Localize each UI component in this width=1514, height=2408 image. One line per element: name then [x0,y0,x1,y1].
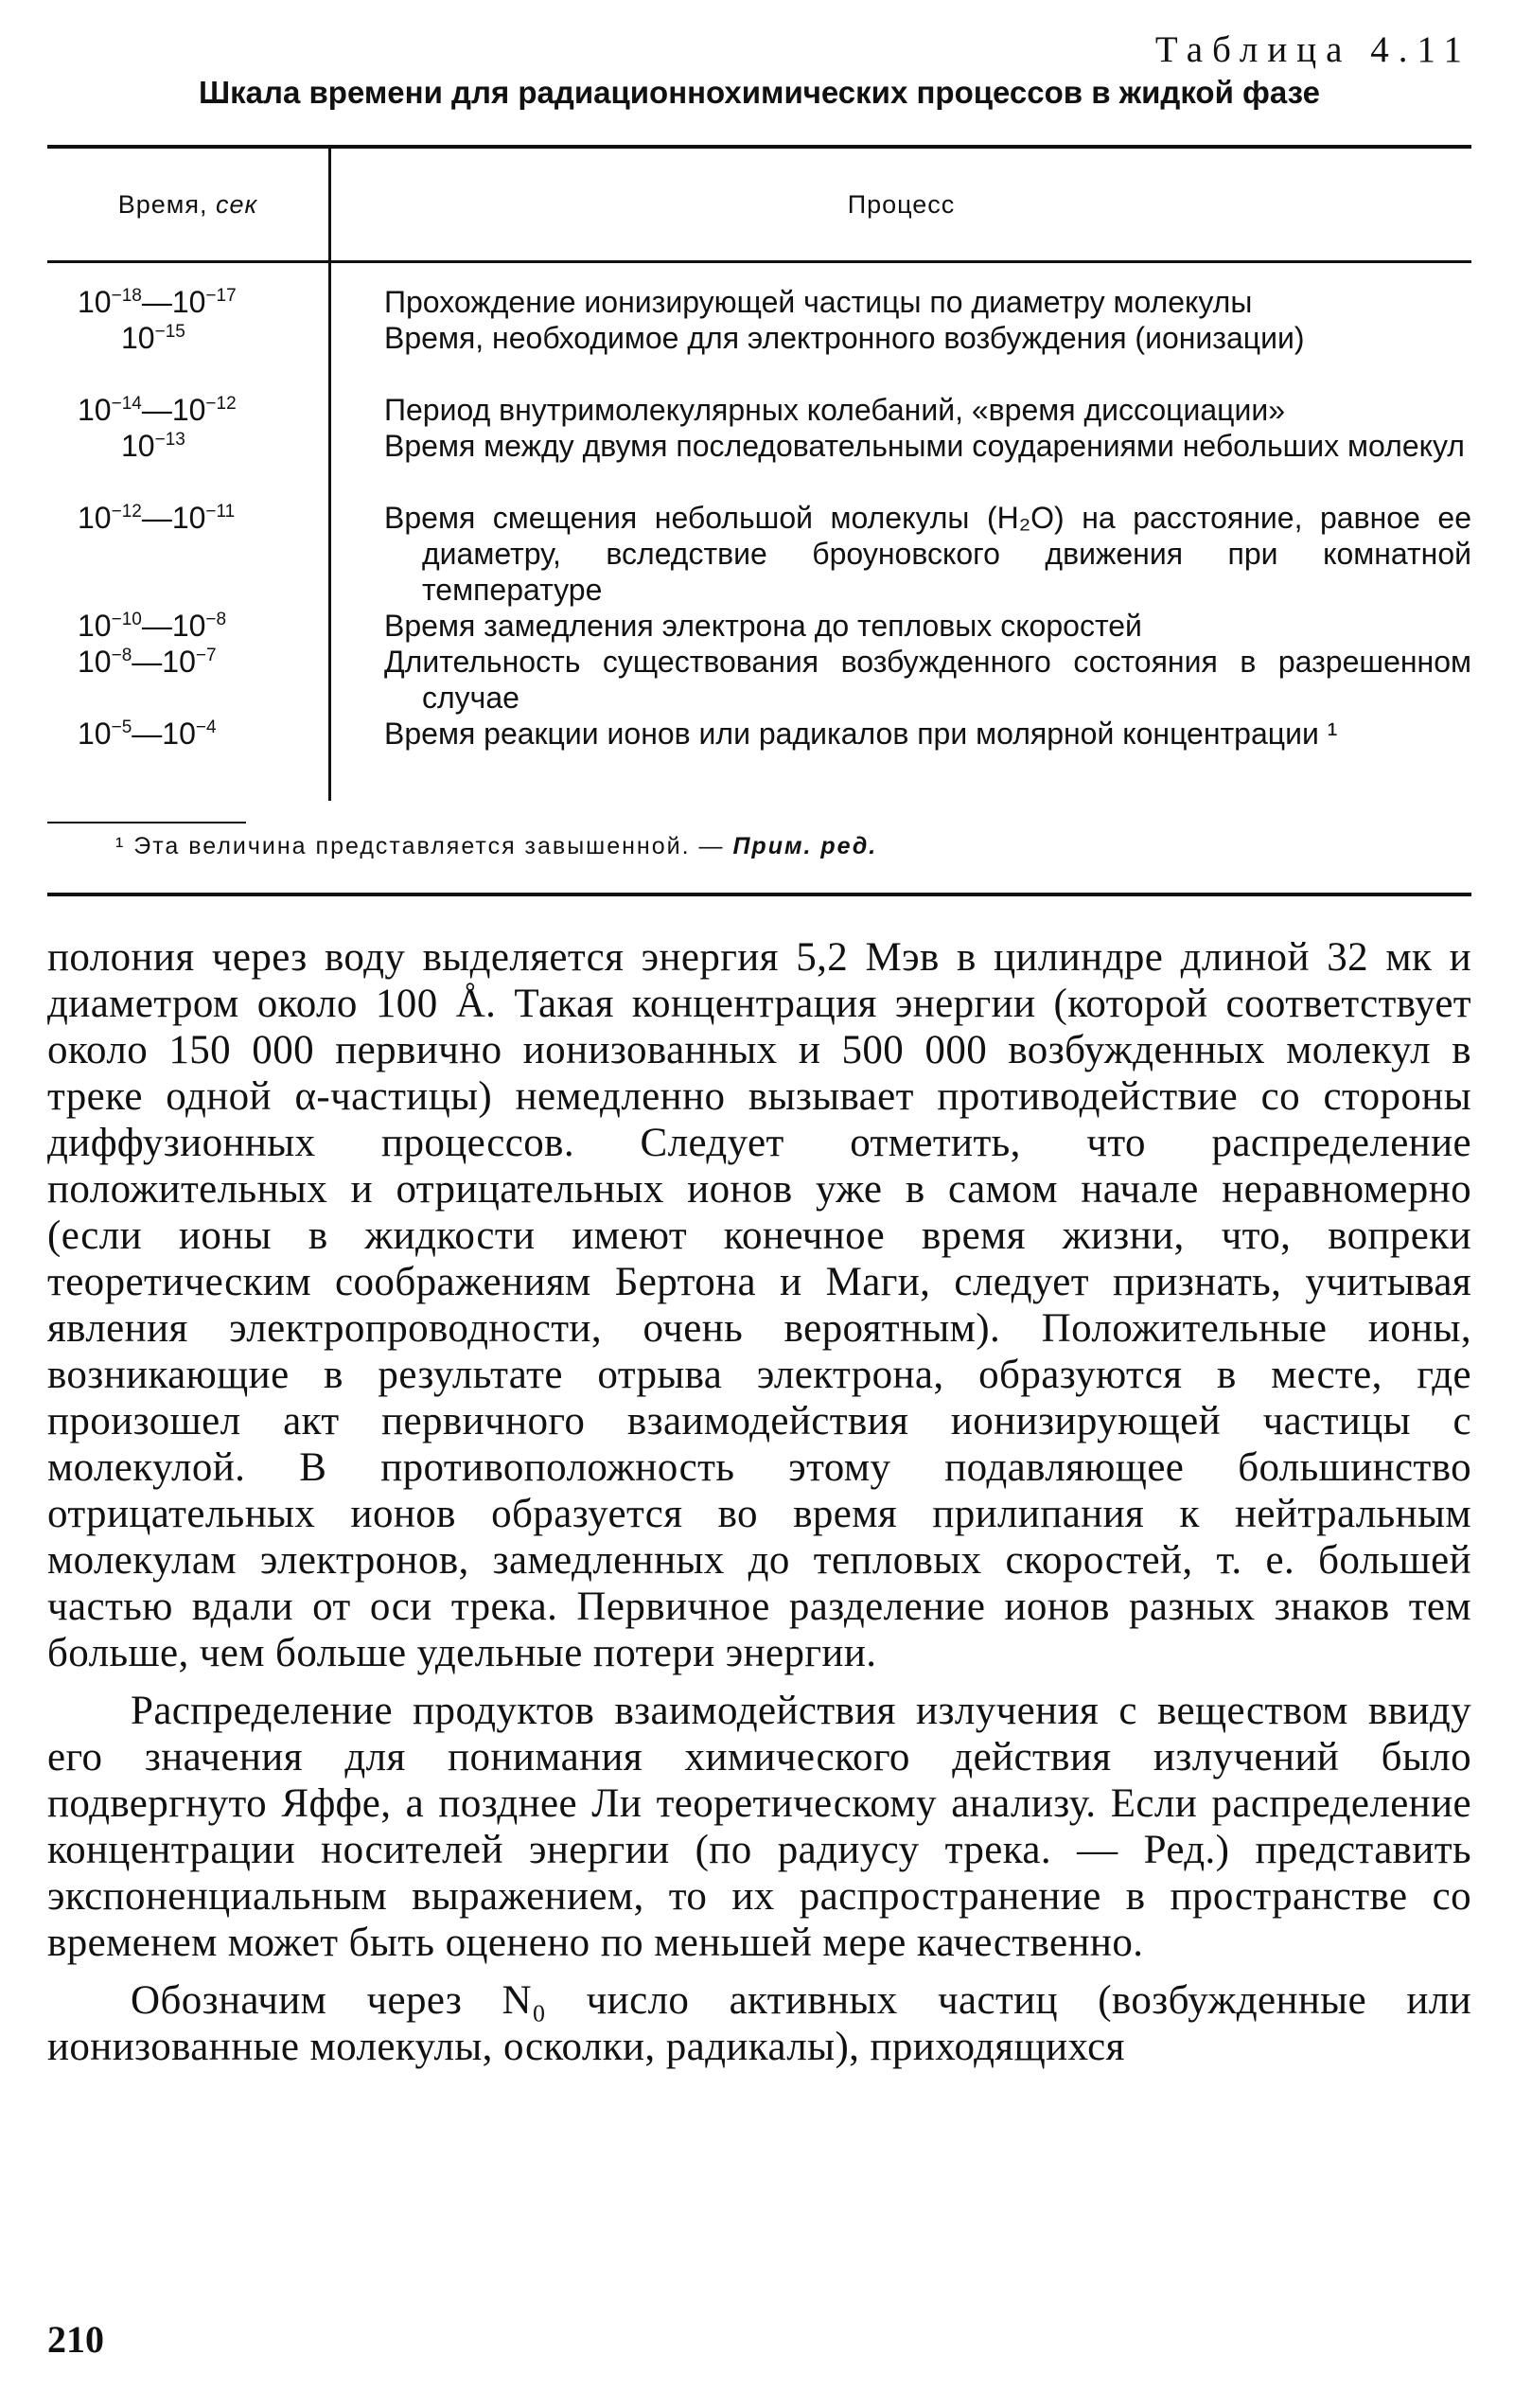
footnote-rule [47,822,246,823]
time-cell: $10^{-18}—10^{-17}$ [78,285,237,319]
time-cell: $10^{-13}$ [121,429,185,463]
time-cell: $10^{-8}—10^{-7}$ [78,645,217,679]
body-paragraph: Обозначим через N₀ число активных частиц (возбужденные или ионизованные молекулы, осколки, радикалы), приходящихся [47,1978,1471,2069]
time-cell: $10^{-15}$ [121,321,185,355]
body-paragraph: полония через воду выделяется энергия 5,2 Мэв в цилиндре длиной 32 мк и диаметром около 100 Å. Такая концентрация энергии (которой соответствует около 150 000 первично ионизованных и 500 000 возбужденных молекул в треке одной α-частицы) немедленно вызывает противодействие со стороны диффузионных процессов. Следует отметить, что распределение положительных и отрицательных ионов уже в самом начале неравномерно (если ионы в жидкости имеют конечное время жизни, что, вопреки теоретическим соображениям Бертона и Маги, следует признать, учитывая явления электропроводности, очень вероятным). Положительные ионы, возникающие в результате отрыва электрона, образуются в месте, где произошел акт первичного взаимодействия ионизирующей частицы с молекулой. В противоположность этому подавляющее большинство отрицательных ионов образуется во время прилипания к нейтральным молекулам электронов, замедленных до тепловых скоростей, т. е. большей частью вдали от оси трека. Первичное разделение ионов разных знаков тем больше, чем больше удельные потери энергии. [47,935,1471,1675]
table-end-rule [47,893,1471,896]
page-number: 210 [47,2318,104,2361]
page [47,28,1471,2070]
column-header-process: Процесс [847,189,956,219]
table-header [47,149,1471,260]
process-cell: Время, необходимое для электронного возбуждения (ионизации) [384,321,1305,355]
process-cell: Время между двумя последовательными соударениями небольших молекул [384,429,1465,463]
time-cell: $10^{-14}—10^{-12}$ [78,393,237,427]
table-footnote: ¹ Эта величина представляется завышенной. — Прим. ред. [115,833,878,859]
process-cell: Период внутримолекулярных колебаний, «время диссоциации» [384,393,1286,427]
time-column [47,263,331,801]
process-cell: Прохождение ионизирующей частицы по диаметру молекулы [384,285,1253,319]
process-cell: Время смещения небольшой молекулы (H₂O) на расстояние, равное ее диаметру, вследствие броуновского движения при комнатной температуре [384,501,1471,607]
process-cell: Время реакции ионов или радикалов при молярной концентрации ¹ [384,717,1338,751]
process-cell: Длительность существования возбужденного состояния в разрешенном случае [384,645,1471,715]
table-label: Таблица 4.11 [1154,29,1471,70]
body-paragraph: Распределение продуктов взаимодействия излучения с веществом ввиду его значения для понимания химического действия излучений было подвергнуто Яффе, а позднее Ли теоретическому анализу. Если распределение концентрации носителей энергии (по радиусу трека. — Ред.) представить экспоненциальным выражением, то их распространение в пространстве со временем может быть оценено по меньшей мере качественно. [47,1689,1471,1965]
time-cell: $10^{-12}—10^{-11}$ [78,501,236,535]
time-cell: $10^{-5}—10^{-4}$ [78,717,217,751]
column-header-time: Время, сек [47,149,331,260]
table-title: Шкала времени для радиационнохимических процессов в жидкой фазе [199,75,1320,110]
time-cell: $10^{-10}—10^{-8}$ [78,609,227,643]
process-column [331,263,1471,801]
table-body [47,263,1471,801]
process-cell: Время замедления электрона до тепловых скоростей [384,609,1142,643]
